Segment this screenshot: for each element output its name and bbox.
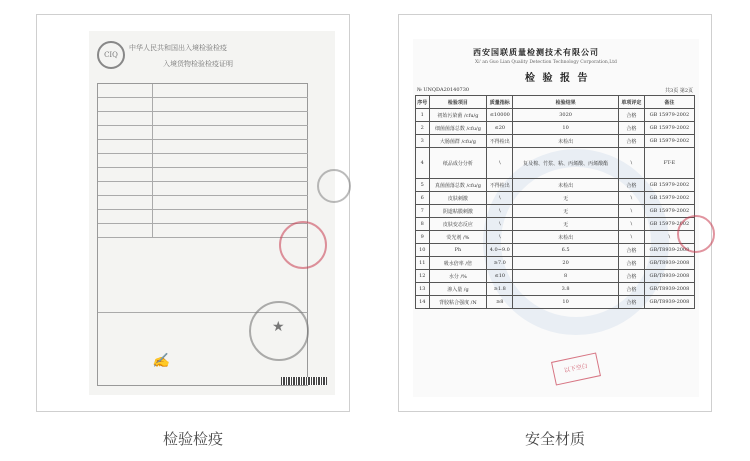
table-cell: 未检出	[513, 179, 619, 192]
barcode-icon	[281, 377, 327, 385]
table-row	[416, 179, 695, 192]
table-cell: ≥7.0	[487, 257, 513, 270]
table-cell: 2	[416, 122, 430, 135]
table-cell: 13	[416, 283, 430, 296]
table-cell: 皮肤刺激	[429, 192, 487, 205]
table-cell: 合格	[618, 283, 644, 296]
table-cell: 3020	[513, 109, 619, 122]
table-cell: 荧光剂 /%	[429, 231, 487, 244]
table-cell: 真菌菌落总数 /cfu/g	[429, 179, 487, 192]
report-company-name: 西安国联质量检测技术有限公司	[473, 47, 599, 57]
table-row	[416, 270, 695, 283]
table-cell: 10	[513, 122, 619, 135]
table-cell: 合格	[618, 122, 644, 135]
table-cell: ≤10000	[487, 109, 513, 122]
table-cell: 合格	[618, 270, 644, 283]
table-cell: 14	[416, 296, 430, 309]
certificate-title: 中华人民共和国出入境检验检疫	[129, 44, 227, 52]
table-row	[416, 283, 695, 296]
table-row	[416, 135, 695, 148]
table-cell: 无	[513, 192, 619, 205]
table-cell: 7	[416, 205, 430, 218]
table-cell: GB 15979-2002	[644, 192, 694, 205]
table-cell: \	[487, 192, 513, 205]
report-table-header	[416, 96, 695, 109]
table-cell: 12	[416, 270, 430, 283]
table-cell: \	[644, 231, 694, 244]
table-cell: 纸品成分分析	[429, 148, 487, 179]
table-cell: 大肠菌群 /cfu/g	[429, 135, 487, 148]
table-row	[416, 122, 695, 135]
report-number: № UNQDA20140730	[417, 87, 470, 93]
table-cell: 20	[513, 257, 619, 270]
table-cell: GB/T8939-2008	[644, 296, 694, 309]
report-company-name-en: Xi' an Guo Lian Quality Detection Technology Corporation,Ltd	[475, 60, 617, 65]
table-cell: ≥1.8	[487, 283, 513, 296]
table-cell: 无	[513, 218, 619, 231]
table-cell: 渗入量 /g	[429, 283, 487, 296]
table-cell: 8	[416, 218, 430, 231]
table-cell: GB 15979-2002	[644, 109, 694, 122]
table-cell: \	[487, 148, 513, 179]
table-cell: 1	[416, 109, 430, 122]
table-row	[416, 192, 695, 205]
table-cell: 9	[416, 231, 430, 244]
table-row	[416, 231, 695, 244]
table-cell: 未检出	[513, 231, 619, 244]
table-cell: 5	[416, 179, 430, 192]
signature-mark: ✍	[152, 353, 170, 369]
table-cell: GB/T8939-2008	[644, 257, 694, 270]
header-cell: 质量指标	[487, 96, 513, 109]
table-cell: 10	[416, 244, 430, 257]
report-title: 检 验 报 告	[525, 73, 590, 84]
table-cell: Ph	[429, 244, 487, 257]
table-cell: 复及棉、竹浆、粘、丙烯酸、丙烯酸酯	[513, 148, 619, 179]
table-cell: 细菌菌落总数 /cfu/g	[429, 122, 487, 135]
certificate-subtitle: 入境货物检验检疫证明	[163, 60, 233, 68]
header-cell: 备注	[644, 96, 694, 109]
header-cell: 序号	[416, 96, 430, 109]
table-cell: 4.0~9.0	[487, 244, 513, 257]
report-page: 共3页 第2页	[665, 88, 693, 94]
table-row	[416, 296, 695, 309]
red-seal-icon	[279, 221, 327, 269]
table-row	[416, 148, 695, 179]
table-cell: 6.5	[513, 244, 619, 257]
official-seal-icon: ★	[249, 301, 309, 361]
report-table	[415, 95, 695, 309]
table-cell: GB 15979-2002	[644, 205, 694, 218]
table-cell: ≤20	[487, 122, 513, 135]
table-cell: 3.8	[513, 283, 619, 296]
table-cell: \	[487, 218, 513, 231]
table-cell: 6	[416, 192, 430, 205]
table-cell: \	[487, 205, 513, 218]
table-cell: GB 15979-2002	[644, 179, 694, 192]
table-cell: ≥8	[487, 296, 513, 309]
table-row	[416, 205, 695, 218]
table-cell: 合格	[618, 179, 644, 192]
table-cell: ≤10	[487, 270, 513, 283]
table-cell: 吸水倍率 /倍	[429, 257, 487, 270]
table-cell: GB 15979-2002	[644, 135, 694, 148]
table-cell: \	[618, 231, 644, 244]
table-cell: \	[487, 231, 513, 244]
table-cell: FT-E	[644, 148, 694, 179]
table-row	[416, 218, 695, 231]
table-cell: 不得检出	[487, 135, 513, 148]
table-cell: 水分 /%	[429, 270, 487, 283]
table-cell: 皮肤变态反应	[429, 218, 487, 231]
report-card	[398, 14, 712, 412]
table-row	[416, 257, 695, 270]
table-cell: 4	[416, 148, 430, 179]
caption-safe-material: 安全材质	[524, 430, 585, 448]
table-cell: 10	[513, 296, 619, 309]
table-cell: 合格	[618, 135, 644, 148]
caption-inspection: 检验检疫	[162, 430, 223, 448]
table-cell: GB 15979-2002	[644, 218, 694, 231]
table-cell: 合格	[618, 244, 644, 257]
table-cell: \	[618, 148, 644, 179]
table-cell: 背胶粘合强度 /N	[429, 296, 487, 309]
test-report-image	[413, 39, 699, 397]
table-cell: 合格	[618, 257, 644, 270]
table-cell: 无	[513, 205, 619, 218]
side-seal-icon	[317, 169, 351, 203]
table-row	[416, 244, 695, 257]
table-cell: \	[618, 205, 644, 218]
table-cell: GB/T8939-2008	[644, 270, 694, 283]
table-cell: 合格	[618, 296, 644, 309]
table-cell: 3	[416, 135, 430, 148]
table-cell: \	[618, 218, 644, 231]
table-cell: 不得检出	[487, 179, 513, 192]
table-cell: 11	[416, 257, 430, 270]
certificate-card	[36, 14, 350, 412]
table-cell: 8	[513, 270, 619, 283]
table-cell: 未检出	[513, 135, 619, 148]
table-cell: 初始污染菌 /cfu/g	[429, 109, 487, 122]
header-cell: 检验项目	[429, 96, 487, 109]
inspection-certificate-image	[89, 31, 335, 395]
report-blank-stamp: 以下空白	[551, 352, 601, 385]
side-seal-icon	[677, 215, 715, 253]
table-cell: GB/T8939-2008	[644, 244, 694, 257]
table-row	[416, 109, 695, 122]
table-cell: 合格	[618, 109, 644, 122]
table-cell: GB/T8939-2008	[644, 283, 694, 296]
table-cell: 阴道粘膜刺激	[429, 205, 487, 218]
header-cell: 检验结果	[513, 96, 619, 109]
header-cell: 单项评定	[618, 96, 644, 109]
ciq-emblem-icon: CIQ	[97, 41, 125, 69]
table-cell: \	[618, 192, 644, 205]
table-cell: GB 15979-2002	[644, 122, 694, 135]
